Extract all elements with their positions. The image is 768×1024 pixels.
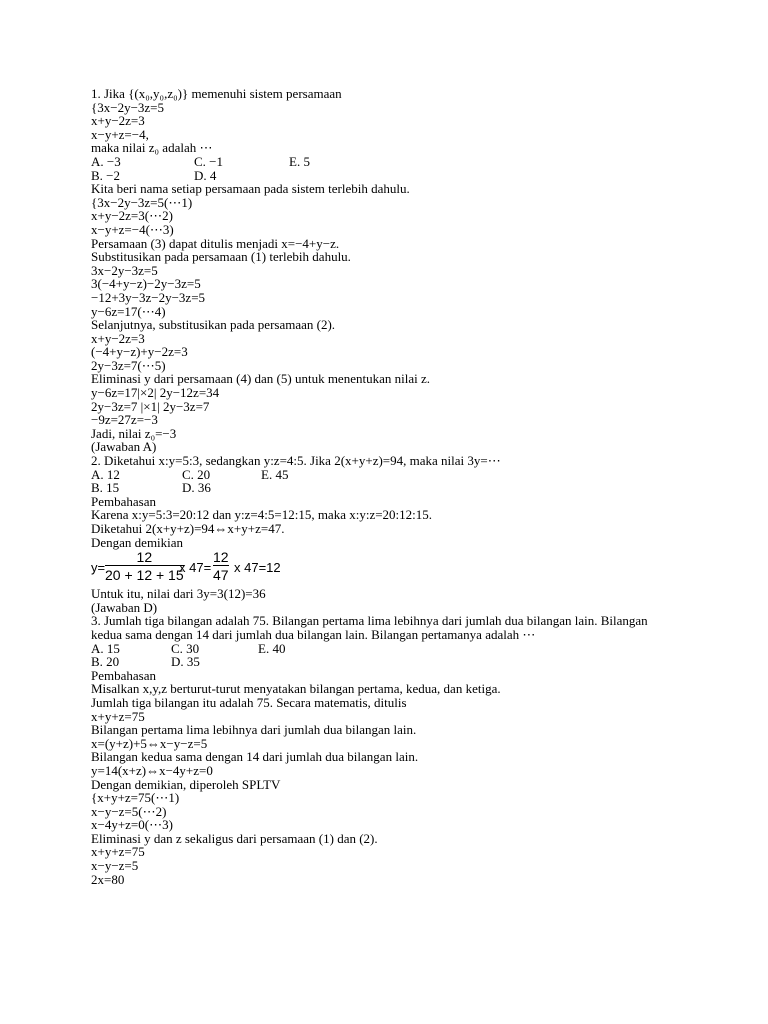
text-line: x+y−2z=3 bbox=[91, 113, 145, 129]
answer-option: A. 12 bbox=[91, 466, 120, 482]
text-line: x+y−2z=3(⋯2) bbox=[91, 208, 173, 224]
fraction-prefix: y= bbox=[91, 560, 106, 576]
denominator: 47 bbox=[213, 567, 229, 584]
answer-options bbox=[91, 642, 691, 656]
answer-options bbox=[91, 468, 691, 482]
text-line: Bilangan kedua sama dengan 14 dari jumlah dua bilangan lain. bbox=[91, 749, 419, 765]
text-line: x−y+z=−4, bbox=[91, 126, 149, 142]
text-line: 3x−2y−3z=5 bbox=[91, 262, 158, 278]
answer-option: B. −2 bbox=[91, 167, 121, 183]
text-line: Eliminasi y dan z sekaligus dari persamaan (1) dan (2). bbox=[91, 830, 378, 846]
text-line: Substitusikan pada persamaan (1) terlebih dahulu. bbox=[91, 249, 351, 265]
text-line: (Jawaban A) bbox=[91, 439, 157, 455]
text-line: x−y+z=−4(⋯3) bbox=[91, 221, 174, 237]
text-line: −9z=27z=−3 bbox=[91, 412, 158, 428]
answer-options bbox=[91, 655, 691, 669]
answer-options bbox=[91, 169, 691, 183]
text-line: Pembahasan bbox=[91, 493, 156, 509]
answer-option: E. 5 bbox=[289, 153, 310, 169]
text-line: Dengan demikian bbox=[91, 534, 184, 550]
document-body bbox=[91, 87, 691, 886]
text-line: 3(−4+y−z)−2y−3z=5 bbox=[91, 276, 201, 292]
text-line: 3. Jumlah tiga bilangan adalah 75. Bilangan pertama lima lebihnya dari jumlah dua bilangan lain. Bilangan bbox=[91, 613, 648, 629]
text-line: x−y−z=5 bbox=[91, 858, 139, 874]
answer-option: A. 15 bbox=[91, 640, 120, 656]
text-line: Dengan demikian, diperoleh SPLTV bbox=[91, 776, 281, 792]
text-line: 2. Diketahui x:y=5:3, sedangkan y:z=4:5. Jika 2(x+y+z)=94, maka nilai 3y=⋯ bbox=[91, 453, 501, 469]
text-line: maka nilai z₀ adalah ⋯ bbox=[91, 140, 213, 156]
fraction-suffix: x 47=12 bbox=[234, 560, 281, 576]
text-line: x+y+z=75 bbox=[91, 708, 145, 724]
answer-option: B. 15 bbox=[91, 480, 120, 496]
text-line: Persamaan (3) dapat ditulis menjadi x=−4+y−z. bbox=[91, 235, 340, 251]
text-line: Pembahasan bbox=[91, 667, 156, 683]
text-line: y−6z=17|×2| 2y−12z=34 bbox=[91, 385, 220, 401]
text-line: Kita beri nama setiap persamaan pada sistem terlebih dahulu. bbox=[91, 181, 410, 197]
text-line: Eliminasi y dari persamaan (4) dan (5) untuk menentukan nilai z. bbox=[91, 371, 430, 387]
numerator: 12 bbox=[136, 549, 153, 566]
text-line: Karena x:y=5:3=20:12 dan y:z=4:5=12:15, maka x:y:z=20:12:15. bbox=[91, 507, 433, 523]
answer-options bbox=[91, 155, 691, 169]
fraction-mid: x 47= bbox=[179, 560, 212, 576]
answer-options bbox=[91, 481, 691, 495]
text-line: −12+3y−3z−2y−3z=5 bbox=[91, 289, 206, 305]
answer-option: C. 20 bbox=[182, 466, 211, 482]
text-line: Selanjutnya, substitusikan pada persamaan (2). bbox=[91, 317, 336, 333]
denominator: 20 + 12 + 15 bbox=[105, 567, 184, 584]
text-line: x−y−z=5(⋯2) bbox=[91, 803, 167, 819]
text-line: {3x−2y−3z=5 bbox=[91, 99, 165, 115]
text-line: Misalkan x,y,z berturut-turut menyatakan bilangan pertama, kedua, dan ketiga. bbox=[91, 681, 501, 697]
text-line: x=(y+z)+5⇔x−y−z=5 bbox=[91, 735, 208, 751]
text-line: Jadi, nilai z₀=−3 bbox=[91, 425, 177, 441]
answer-option: C. 30 bbox=[171, 640, 200, 656]
answer-option: C. −1 bbox=[194, 153, 224, 169]
text-line: Bilangan pertama lima lebihnya dari jumlah dua bilangan lain. bbox=[91, 722, 417, 738]
text-line: x−4y+z=0(⋯3) bbox=[91, 817, 173, 833]
text-line: 2y−3z=7 |×1| 2y−3z=7 bbox=[91, 398, 210, 414]
fraction-equation bbox=[91, 549, 691, 587]
text-line: {x+y+z=75(⋯1) bbox=[91, 790, 180, 806]
text-line: Untuk itu, nilai dari 3y=3(12)=36 bbox=[91, 586, 266, 602]
text-line: Jumlah tiga bilangan itu adalah 75. Secara matematis, ditulis bbox=[91, 694, 407, 710]
text-line: 2y−3z=7(⋯5) bbox=[91, 357, 166, 373]
text-line: kedua sama dengan 14 dari jumlah dua bilangan lain. Bilangan pertamanya adalah ⋯ bbox=[91, 626, 536, 642]
text-line: y=14(x+z)⇔x−4y+z=0 bbox=[91, 762, 213, 778]
text-line: {3x−2y−3z=5(⋯1) bbox=[91, 194, 193, 210]
text-line: (Jawaban D) bbox=[91, 599, 158, 615]
fraction-2 bbox=[213, 549, 229, 583]
text-line: (−4+y−z)+y−2z=3 bbox=[91, 344, 188, 360]
text-line: x+y+z=75 bbox=[91, 844, 145, 860]
text-line: Diketahui 2(x+y+z)=94⇔x+y+z=47. bbox=[91, 521, 285, 536]
fraction-1 bbox=[105, 549, 184, 583]
text-line: x+y−2z=3 bbox=[91, 330, 145, 346]
answer-option: B. 20 bbox=[91, 654, 120, 670]
text-line: 1. Jika {(x₀,y₀,z₀)} memenuhi sistem persamaan bbox=[91, 86, 342, 101]
answer-option: E. 40 bbox=[258, 640, 286, 656]
answer-option: E. 45 bbox=[261, 466, 289, 482]
answer-option: D. 36 bbox=[182, 480, 211, 496]
numerator: 12 bbox=[213, 549, 229, 566]
text-line: 2x=80 bbox=[91, 871, 125, 887]
answer-option: A. −3 bbox=[91, 153, 121, 169]
text-line: y−6z=17(⋯4) bbox=[91, 303, 166, 319]
answer-option: D. 35 bbox=[171, 654, 200, 670]
answer-option: D. 4 bbox=[194, 167, 217, 183]
